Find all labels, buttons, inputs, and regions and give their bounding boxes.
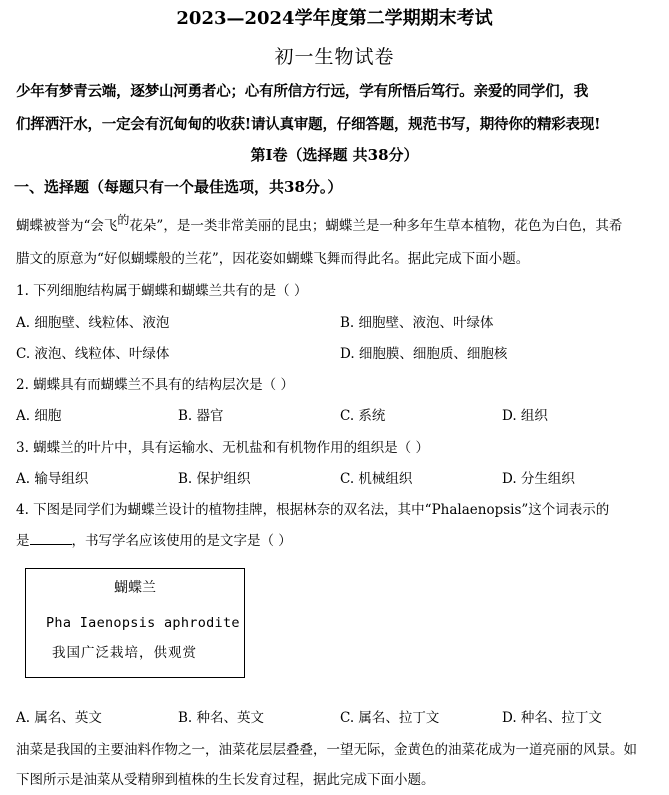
q4-option-b[interactable]: B. 种名、英文 bbox=[178, 710, 265, 726]
q4-option-d[interactable]: D. 种名、拉丁文 bbox=[502, 710, 602, 726]
plate-name: 蝴蝶兰 bbox=[114, 580, 156, 596]
q2-option-b[interactable]: B. 器官 bbox=[178, 408, 224, 424]
question-3-stem: 3. 蝴蝶兰的叶片中，具有运输水、无机盐和有机物作用的组织是（ ） bbox=[16, 440, 429, 456]
q2-option-d[interactable]: D. 组织 bbox=[502, 408, 548, 424]
passage2-line-1: 油菜是我国的主要油料作物之一，油菜花层层叠叠，一望无际，金黄色的油菜花成为一道亮丽的风景。如 bbox=[16, 742, 637, 758]
plant-label-plate bbox=[25, 568, 245, 678]
q1-option-c[interactable]: C. 液泡、线粒体、叶绿体 bbox=[16, 346, 170, 362]
motto-line-1: 少年有梦青云端，逐梦山河勇者心；心有所信方行远，学有所悟后笃行。亲爱的同学们，我 bbox=[16, 83, 588, 100]
q4-option-a[interactable]: A. 属名、英文 bbox=[16, 710, 102, 726]
exam-title: 2023—2024学年度第二学期期末考试 bbox=[176, 8, 493, 29]
question-4-stem: 4. 下图是同学们为蝴蝶兰设计的植物挂牌，根据林奈的双名法，其中“Phalaenopsis”这个词表示的 bbox=[16, 502, 610, 518]
question-2-stem: 2. 蝴蝶具有而蝴蝶兰不具有的结构层次是（ ） bbox=[16, 377, 294, 393]
q4-stem-prefix: 是 bbox=[16, 533, 30, 549]
passage1-text-a: 蝴蝶被誉为“会飞 bbox=[16, 218, 118, 234]
plate-latin-name: Pha Iaenopsis aphrodite bbox=[46, 615, 240, 631]
passage1-text-b: 花朵”，是一类非常美丽的昆虫；蝴蝶兰是一种多年生草本植物，花色为白色，其希 bbox=[129, 218, 623, 234]
q1-option-b[interactable]: B. 细胞壁、液泡、叶绿体 bbox=[340, 315, 494, 331]
q3-option-a[interactable]: A. 输导组织 bbox=[16, 471, 89, 487]
q3-option-c[interactable]: C. 机械组织 bbox=[340, 471, 413, 487]
passage1-line-2: 腊文的原意为“好似蝴蝶般的兰花”，因花姿如蝴蝶飞舞而得此名。据此完成下面小题。 bbox=[16, 251, 530, 267]
q4-option-c[interactable]: C. 属名、拉丁文 bbox=[340, 710, 440, 726]
plate-note: 我国广泛栽培，供观赏 bbox=[52, 645, 197, 661]
q2-option-a[interactable]: A. 细胞 bbox=[16, 408, 62, 424]
answer-blank[interactable] bbox=[30, 532, 72, 545]
part-title: 第Ⅰ卷（选择题 共38分） bbox=[250, 146, 419, 164]
q1-option-d[interactable]: D. 细胞膜、细胞质、细胞核 bbox=[340, 346, 508, 362]
motto-line-2: 们挥洒汗水，一定会有沉甸甸的收获!请认真审题，仔细答题，规范书写，期待你的精彩表现! bbox=[16, 116, 601, 133]
question-1-stem: 1. 下列细胞结构属于蝴蝶和蝴蝶兰共有的是（ ） bbox=[16, 283, 308, 299]
subject-title: 初一生物试卷 bbox=[274, 46, 395, 68]
passage2-line-2: 下图所示是油菜从受精卵到植株的生长发育过程，据此完成下面小题。 bbox=[16, 772, 435, 788]
q3-option-b[interactable]: B. 保护组织 bbox=[178, 471, 251, 487]
passage1-line-1 bbox=[16, 214, 622, 234]
q1-option-a[interactable]: A. 细胞壁、线粒体、液泡 bbox=[16, 315, 170, 331]
section-title: 一、选择题（每题只有一个最佳选项，共38分。） bbox=[14, 178, 343, 196]
q3-option-d[interactable]: D. 分生组织 bbox=[502, 471, 575, 487]
q4-stem-suffix: ，书写学名应该使用的是文字是（ ） bbox=[71, 533, 292, 549]
passage1-raised-char: 的 bbox=[117, 213, 130, 227]
question-4-stem-line-2 bbox=[16, 529, 292, 549]
q2-option-c[interactable]: C. 系统 bbox=[340, 408, 386, 424]
